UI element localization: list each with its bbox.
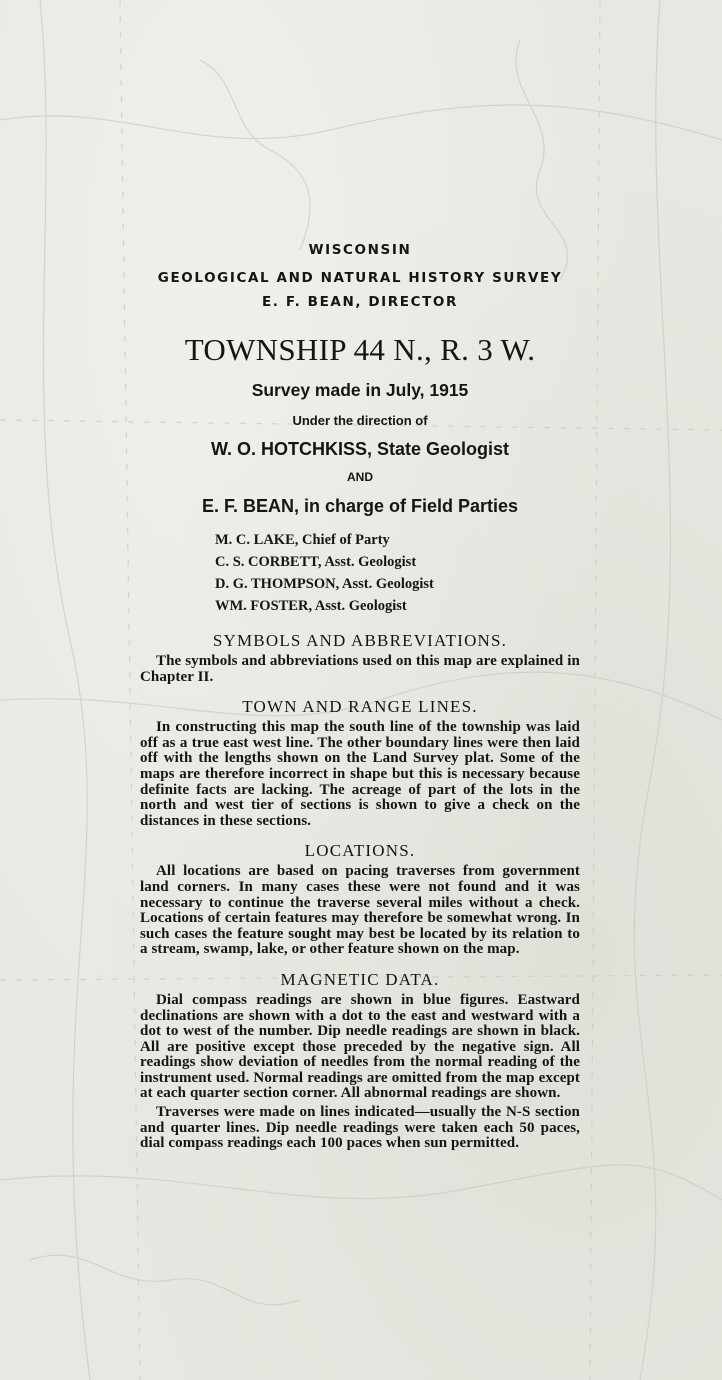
page-title: TOWNSHIP 44 N., R. 3 W. [184,332,536,367]
document-sheet [140,236,580,1152]
state-geologist: W. O. HOTCHKISS, State Geologist [210,439,510,459]
section-paragraph: Traverses were made on lines indicated—usually the N-S section and quarter lines. Dip needle readings were taken each 50 paces, dial compass readings each 100 paces when sun permitted. [140,1104,580,1152]
section-paragraph: All locations are based on pacing traverses from government land corners. In many cases these were not found and it was necessary to continue the traverse several miles without a check. Locations of certain features may therefore be somewhat wrong. In such cases the feature sought may best be located by its relation to a stream, swamp, lake, or other feature shown on the map. [140,863,580,958]
staff-member: M. C. LAKE, Chief of Party [215,532,390,548]
and-label: AND [347,470,373,484]
staff-member: C. S. CORBETT, Asst. Geologist [215,554,417,570]
staff-member: WM. FOSTER, Asst. Geologist [215,598,407,614]
section-heading-locations: LOCATIONS. [304,841,416,861]
staff-member: D. G. THOMPSON, Asst. Geologist [215,576,434,592]
staff-list [215,529,580,617]
director-heading: E. F. BEAN, DIRECTOR [261,294,459,310]
state-heading: WISCONSIN [308,242,412,258]
field-parties: E. F. BEAN, in charge of Field Parties [201,496,519,516]
section-paragraph: Dial compass readings are shown in blue figures. Eastward declinations are shown with a dot to the east and westward with a dot to west of the number. Dip needle readings are shown in black. All are positive except those preceded by the negative sign. All readings show deviation of needles from the normal reading of the instrument used. Normal readings are omitted from the map except at each quarter section corner. All abnormal readings are shown. [140,991,580,1102]
section-paragraph: The symbols and abbreviations used on this map are explained in Chapter II. [140,653,580,685]
survey-heading: GEOLOGICAL AND NATURAL HISTORY SURVEY [157,270,563,286]
section-heading-town-range: TOWN AND RANGE LINES. [242,697,478,717]
section-heading-magnetic: MAGNETIC DATA. [280,969,440,989]
survey-date: Survey made in July, 1915 [251,380,469,400]
under-direction-label: Under the direction of [292,413,428,428]
section-heading-symbols: SYMBOLS AND ABBREVIATIONS. [212,631,508,650]
section-paragraph: In constructing this map the south line of the township was laid off as a true east west line. The other boundary lines were then laid off with the lengths shown on the Land Survey plat. Some of the maps are therefore incorrect in shape but this is necessary because definite facts are lacking. The acreage of part of the lots in the north and west tier of sections is shown to give a check on the distances in these sections. [140,719,580,829]
